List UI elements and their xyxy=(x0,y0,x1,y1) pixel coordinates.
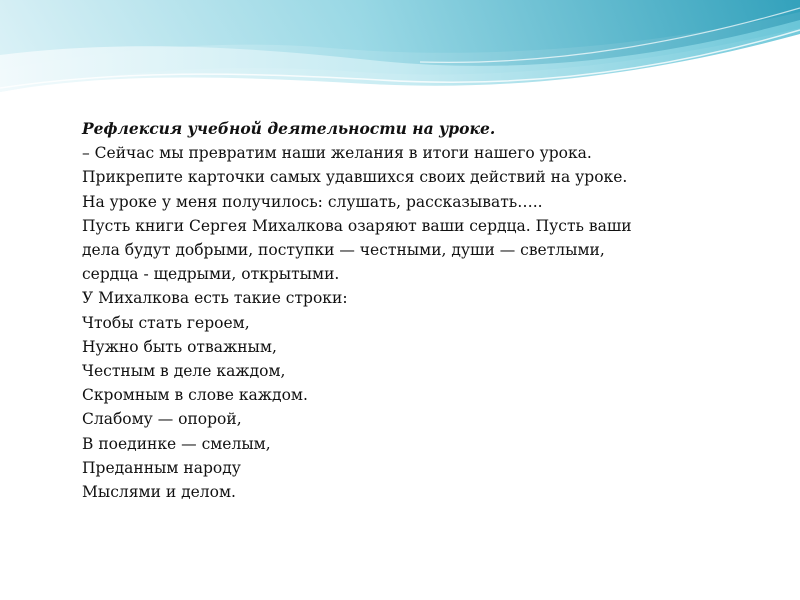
text-line: – Сейчас мы превратим наши желания в итоги нашего урока. xyxy=(82,144,592,163)
poem-line: В поединке — смелым, xyxy=(82,434,271,453)
slide-text-body xyxy=(82,117,722,504)
text-line: На уроке у меня получилось: слушать, рассказывать….. xyxy=(82,192,543,211)
text-line: Прикрепите карточки самых удавшихся своих действий на уроке. xyxy=(82,168,628,187)
poem-line: Нужно быть отважным, xyxy=(82,337,277,356)
poem-line: Слабому — опорой, xyxy=(82,410,242,429)
text-line: сердца - щедрыми, открытыми. xyxy=(82,265,340,284)
poem-line: Скромным в слове каждом. xyxy=(82,386,308,405)
poem-line: Преданным народу xyxy=(82,458,241,477)
header-wave-decoration xyxy=(0,0,800,110)
poem-line: Чтобы стать героем, xyxy=(82,313,250,332)
poem-line: Честным в деле каждом, xyxy=(82,362,286,381)
text-line: У Михалкова есть такие строки: xyxy=(82,289,348,308)
text-line: дела будут добрыми, поступки — честными, души — светлыми, xyxy=(82,241,605,260)
poem-line: Мыслями и делом. xyxy=(82,483,236,502)
text-line: Пусть книги Сергея Михалкова озаряют ваши сердца. Пусть ваши xyxy=(82,216,632,235)
slide-heading: Рефлексия учебной деятельности на уроке. xyxy=(82,119,496,138)
